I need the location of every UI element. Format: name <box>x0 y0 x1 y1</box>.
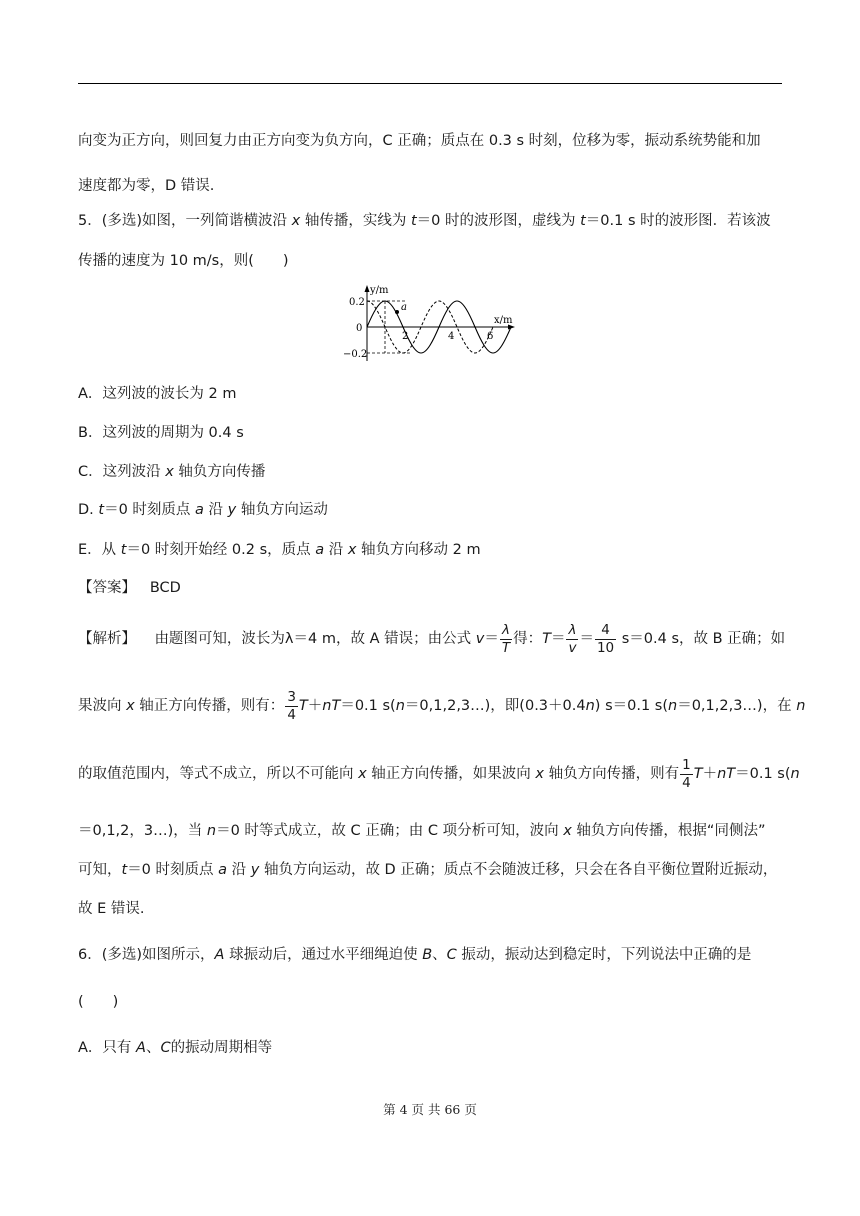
q5-analysis-line-3: 的取值范围内，等式不成立，所以不可能向 x 轴正方向传播，如果波向 x 轴负方向传播，则有 $\frac{1}{4}$ T＋nT＝0.1 s(n <box>78 756 800 791</box>
wave-figure <box>340 283 520 367</box>
fraction-lambda-over-v: $\frac{\lambda}{v}$ <box>568 621 577 656</box>
point-a-label: a <box>401 302 407 313</box>
q5-analysis-line-1: 【解析】 由题图可知，波长为λ＝4 m，故 A 错误；由公式 v＝ $\frac{\lambda}{T}$ 得：T＝ $\frac{\lambda}{v}$ ＝ $\frac{4}{10}$ s＝0.4 s，故 B 正确；如 <box>78 621 786 656</box>
y-tick-neg-0.2: −0.2 <box>343 349 368 360</box>
q5-answer: 【答案】 BCD <box>78 580 181 596</box>
y-tick-0.2: 0.2 <box>349 297 365 308</box>
point-a <box>395 310 399 314</box>
y-axis-label: y/m <box>370 285 389 296</box>
fraction-4-over-10: $\frac{4}{10}$ <box>596 621 615 656</box>
q6-stem-line-1: 6．(多选)如图所示，A 球振动后，通过水平细绳迫使 B、C 振动，振动达到稳定时，下列说法中正确的是 <box>78 947 752 963</box>
x-tick-4: 4 <box>448 331 455 342</box>
q5-option-a: A．这列波的波长为 2 m <box>78 386 237 402</box>
q6-stem-line-2: ( ) <box>78 994 119 1010</box>
header-rule <box>78 83 782 84</box>
q5-option-e: E．从 t＝0 时刻开始经 0.2 s，质点 a 沿 x 轴负方向移动 2 m <box>78 542 481 558</box>
q5-option-b: B．这列波的周期为 0.4 s <box>78 425 244 441</box>
q5-analysis-line-5: 可知，t＝0 时刻质点 a 沿 y 轴负方向运动，故 D 正确；质点不会随波迁移，只会在各自平衡位置附近振动， <box>78 862 778 878</box>
q5-analysis-line-6: 故 E 错误. <box>78 901 145 917</box>
fraction-1-over-4: $\frac{1}{4}$ <box>682 756 691 791</box>
q5-stem-line-1: 5．(多选)如图，一列简谐横波沿 x 轴传播，实线为 t＝0 时的波形图，虚线为 t＝0.1 s 时的波形图．若该波 <box>78 213 771 229</box>
fraction-3-over-4: $\frac{3}{4}$ <box>287 688 296 723</box>
q5-option-d: D. t＝0 时刻质点 a 沿 y 轴负方向运动 <box>78 502 328 518</box>
q6-option-a: A．只有 A、C的振动周期相等 <box>78 1040 273 1056</box>
x-tick-2: 2 <box>402 331 409 342</box>
q5-analysis-line-4: ＝0,1,2，3…)，当 n＝0 时等式成立，故 C 正确；由 C 项分析可知，波向 x 轴负方向传播，根据“同侧法” <box>78 823 766 839</box>
q5-analysis-line-2: 果波向 x 轴正方向传播，则有： $\frac{3}{4}$ T＋nT＝0.1 s(n＝0,1,2,3…)，即(0.3＋0.4n) s＝0.1 s(n＝0,1,2,3…)，在 n <box>78 688 806 723</box>
q5-option-c: C．这列波沿 x 轴负方向传播 <box>78 464 266 480</box>
prev-solution-line-1: 向变为正方向，则回复力由正方向变为负方向，C 正确；质点在 0.3 s 时刻，位移为零，振动系统势能和加 <box>78 133 761 149</box>
fraction-lambda-over-t: $\frac{\lambda}{T}$ <box>501 621 511 656</box>
q5-stem-line-2: 传播的速度为 10 m/s，则( ) <box>78 253 289 269</box>
x-tick-6: 6 <box>487 331 494 342</box>
prev-solution-line-2: 速度都为零，D 错误. <box>78 178 215 194</box>
x-axis-label: x/m <box>494 315 513 326</box>
page-footer: 第 4 页 共 66 页 <box>383 1102 477 1117</box>
y-tick-0: 0 <box>356 323 363 334</box>
